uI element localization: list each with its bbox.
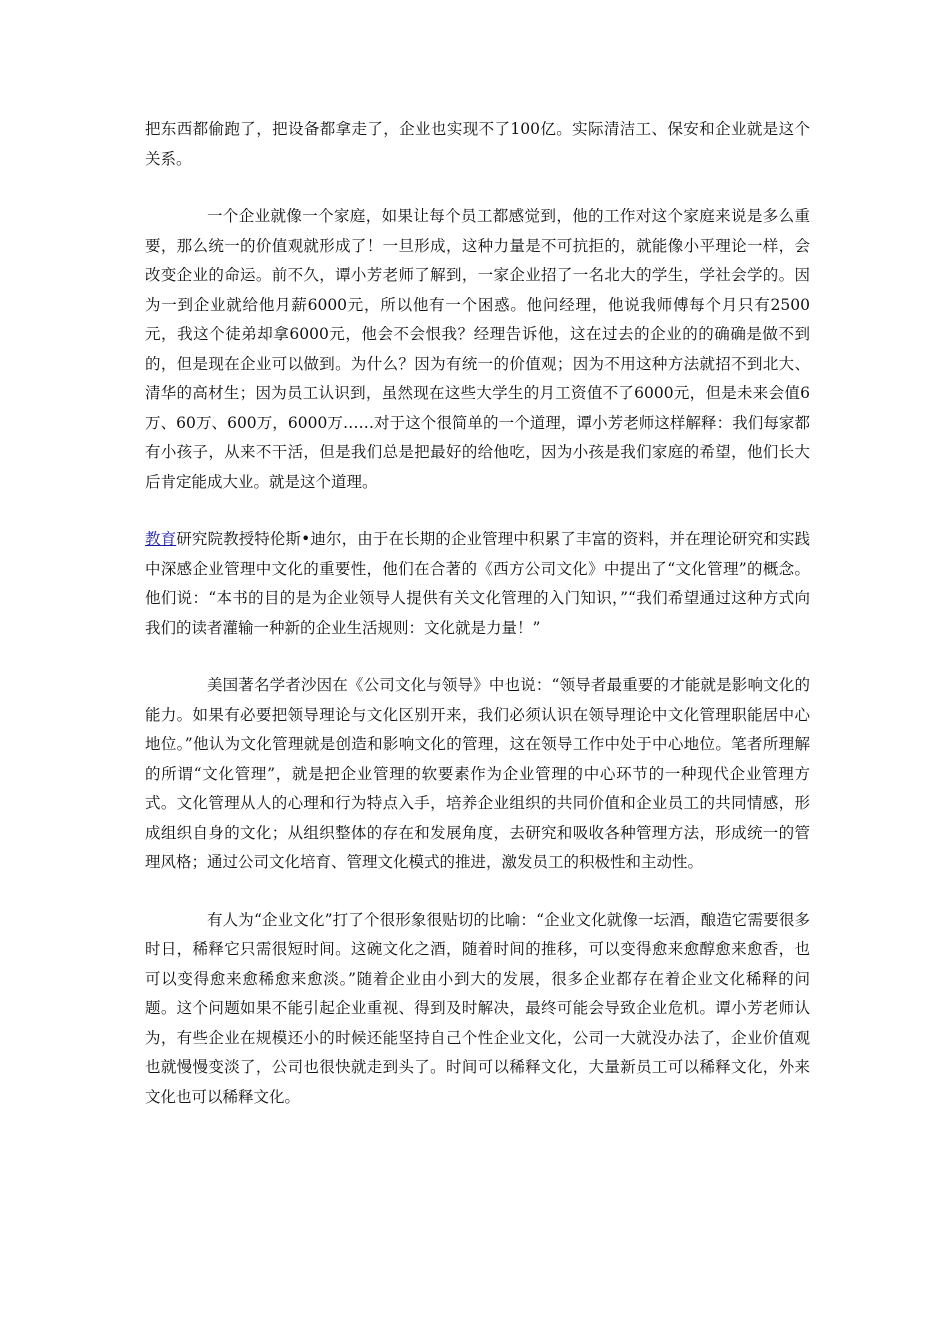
- education-link[interactable]: 教育: [145, 530, 177, 548]
- paragraph-schein-quote: 美国著名学者沙因在《公司文化与领导》中也说：“领导者最重要的才能就是影响文化的能力。如果有必要把领导理论与文化区别开来，我们必须认识在领导理论中文化管理职能居中心地位。”他认为文化管理就是创造和影响文化的管理，这在领导工作中处于中心地位。笔者所理解的所谓“文化管理”，就是把企业管理的软要素作为企业管理的中心环节的一种现代企业管理方式。文化管理从人的心理和行为特点入手，培养企业组织的共同价值和企业员工的共同情感，形成组织自身的文化；从组织整体的存在和发展角度，去研究和吸收各种管理方法，形成统一的管理风格；通过公司文化培育、管理文化模式的推进，激发员工的积极性和主动性。: [145, 676, 810, 871]
- paragraph-wine-metaphor: 有人为“企业文化”打了个很形象很贴切的比喻：“企业文化就像一坛酒，酿造它需要很多时日，稀释它只需很短时间。这碗文化之酒，随着时间的推移，可以变得愈来愈醇愈来愈香，也可以变得愈来愈稀愈来愈淡。”随着企业由小到大的发展，很多企业都存在着企业文化稀释的问题。这个问题如果不能引起企业重视、得到及时解决，最终可能会导致企业危机。谭小芳老师认为，有些企业在规模还小的时候还能坚持自己个性企业文化，公司一大就没办法了，企业价值观也就慢慢变淡了，公司也很快就走到头了。时间可以稀释文化，大量新员工可以稀释文化，外来文化也可以稀释文化。: [145, 910, 810, 1106]
- paragraph-culture-management-text: 研究院教授特伦斯•迪尔，由于在长期的企业管理中积累了丰富的资料，并在理论研究和实践中深感企业管理中文化的重要性，他们在合著的《西方公司文化》中提出了“文化管理”的概念。他们说：“本书的目的是为企业领导人提供有关文化管理的入门知识，”“我们希望通过这种方式向我们的读者灌输一种新的企业生活规则：文化就是力量！”: [145, 530, 810, 637]
- document-body: [145, 115, 810, 1140]
- paragraph-continuation: 把东西都偷跑了，把设备都拿走了，企业也实现不了100亿。实际清洁工、保安和企业就是这个关系。: [145, 120, 810, 168]
- paragraph-culture-management-concept: [145, 525, 810, 643]
- paragraph-family-analogy: 一个企业就像一个家庭，如果让每个员工都感觉到，他的工作对这个家庭来说是多么重要，那么统一的价值观就形成了！一旦形成，这种力量是不可抗拒的，就能像小平理论一样，会改变企业的命运。前不久，谭小芳老师了解到，一家企业招了一名北大的学生，学社会学的。因为一到企业就给他月薪6000元，所以他有一个困惑。他问经理，他说我师傅每个月只有2500元，我这个徒弟却拿6000元，他会不会恨我？经理告诉他，这在过去的企业的的确确是做不到的，但是现在企业可以做到。为什么？因为有统一的价值观；因为不用这种方法就招不到北大、清华的高材生；因为员工认识到，虽然现在这些大学生的月工资值不了6000元，但是未来会值6万、60万、600万，6000万……对于这个很简单的一个道理，谭小芳老师这样解释：我们每家都有小孩子，从来不干活，但是我们总是把最好的给他吃，因为小孩是我们家庭的希望，他们长大后肯定能成大业。就是这个道理。: [145, 207, 810, 491]
